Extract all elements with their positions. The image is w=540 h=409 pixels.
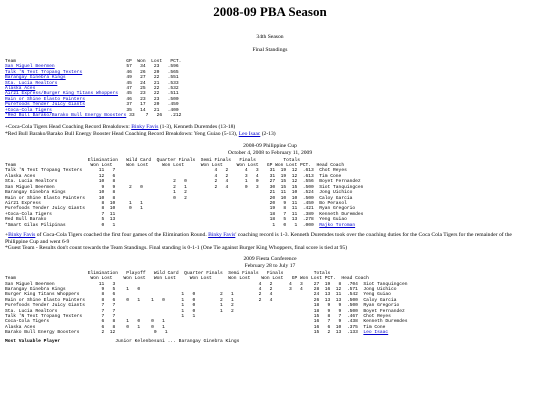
note-red-bull <box>5 131 535 138</box>
coach-link[interactable]: Rajko Toroman <box>319 222 356 228</box>
standings-table <box>0 59 540 118</box>
row-text: Purefoods Tender Juicy Giants 7 7 1 0 1 2 18 9 9 .500 Ryan Gregorio <box>5 303 400 309</box>
fiesta-title: 2009 Fiesta Conference <box>243 255 297 262</box>
row-text: San Miguel Beermen 11 3 4 2 4 3 27 19 8 .704 Siot Tanquingcen <box>5 281 408 287</box>
team-link[interactable]: Air21 Express/Burger King Titans Whoppers <box>5 91 119 97</box>
team-stats: 57 34 23 .596 <box>126 64 179 70</box>
philippine-cup-section <box>0 143 540 228</box>
standings-rows <box>5 64 535 118</box>
coach-link[interactable]: Leo Isaac <box>363 330 389 336</box>
team-link[interactable]: Talk 'N Text Tropang Texters <box>5 69 83 75</box>
team-link[interactable]: Alaska Aces <box>5 86 36 92</box>
binky-favis-link[interactable]: Binky Favis <box>131 124 159 131</box>
mvp-label: Most Valuable Player <box>5 338 61 344</box>
team-stats: 46 23 23 .500 <box>126 96 179 102</box>
team-link[interactable]: San Miguel Beermen <box>5 64 55 70</box>
team-stats: 49 27 22 .551 <box>126 75 179 81</box>
row-text: Rain or Shine Elasto Painters 10 8 0 2 20 10 10 .500 Caloy Garcia <box>5 195 353 201</box>
row-padding <box>66 75 127 80</box>
team-stats: 35 14 21 .400 <box>126 107 179 113</box>
row-padding <box>57 81 126 86</box>
row-text: Talk 'N Text Tropang Texters 7 7 1 1 15 8 7 .467 Chot Reyes <box>5 313 391 319</box>
team-link[interactable]: Purefoods Tender Juicy Giants <box>5 102 85 108</box>
note-favis <box>5 232 535 245</box>
note-text: ' coaching record is 1-3. Kenneth Duremdes took over the coaching duties for the Coca Cola Tigers for the remainder of the Philippine Cup and went 6-9 <box>5 231 512 245</box>
team-stats: 37 17 20 .459 <box>126 102 179 108</box>
note-text: (1-3), Kenneth Duremdes (13-18) <box>158 124 236 131</box>
row-text: Burger King Titans Whoppers 8 6 1 0 2 1 2 4 24 13 11 .542 Yeng Guiao <box>5 292 391 298</box>
row-text: San Miguel Beermen 9 9 2 0 2 1 2 4 0 3 30 15 15 .500 Siot Tanquingcen <box>5 184 364 190</box>
row-text: Barako Bull Energy Boosters 2 12 0 1 15 2 13 .133 <box>5 330 364 336</box>
awards-footer <box>0 339 540 344</box>
row-text: Red Bull Barako 5 13 18 5 13 .278 Yeng Guiao <box>5 217 347 223</box>
philippine-cup-subheader: Team Won Lost Won Lost Won Lost Won Lost Won Lost GP Won Lost PCT. Head Coach <box>5 163 345 169</box>
row-text: Coca-Cola Tigers 6 8 1 0 0 1 16 7 9 .438 Kenneth Duremdes <box>5 319 408 325</box>
page-title: 2008-09 PBA Season <box>213 4 327 19</box>
row-text: Barangay Ginebra Kings 10 8 1 2 21 11 10 .524 Jong Uichico <box>5 190 353 196</box>
team-stats: 45 23 22 .511 <box>126 91 179 97</box>
note-text: *Red Bull Barako/Barako Bull Energy Booster Head Coaching Record Breakdown: Yeng Guiao (5-13), <box>5 131 239 138</box>
row-text: Barangay Ginebra Kings 9 5 1 0 4 2 3 4 28 16 12 .571 Jong Uichico <box>5 286 397 292</box>
standings-header: Team GP Won Lost PCT. <box>5 59 182 64</box>
page <box>0 4 540 344</box>
row-text: *Smart Gilas Pilipinas 0 1 1 0 1 .000 <box>5 222 320 228</box>
row-text: +Coca-Cola Tigers 7 11 18 7 11 .389 Kenneth Duremdes <box>5 211 364 217</box>
fiesta-subheader: Team Won Lost Won Lost Won Lost Won Lost Won Lost Won Lost GP Won Lost PCT. Head Coach <box>5 276 369 282</box>
row-text: Air21 Express 8 10 1 1 20 9 11 .450 Bo Perasol <box>5 200 347 206</box>
row-padding <box>85 102 126 107</box>
awards-line <box>5 339 535 344</box>
fiesta-conference-section <box>0 256 540 336</box>
fiesta-header: Elimination Playoff Wild Card Quarter Finals Semi Finals Finals Totals <box>5 270 331 276</box>
row-text: Alaska Aces 12 6 4 2 3 4 31 19 12 .613 Tim Cone <box>5 173 342 179</box>
standings-title: Final Standings <box>252 47 288 53</box>
fiesta-dates: February 28 to July 17 <box>244 262 296 269</box>
team-link[interactable]: +Coca-Cola Tigers <box>5 107 52 113</box>
team-stats: 47 25 22 .532 <box>126 86 179 92</box>
coaching-notes <box>0 124 540 137</box>
note-guest-team: *Guest Team - Results don't count towards the Team Standings. Final standing is 0-1-1 (One Tie against Burger King Whoppers, final score is tied at 95) <box>5 245 348 252</box>
team-link[interactable]: *Red Bull Barako/Barako Bull Energy Boosters <box>5 113 127 119</box>
philippine-cup-header: Elimination Wild Card Quarter Finals Semi Finals Finals Totals <box>5 157 300 163</box>
binky-favis-link[interactable]: Binky Favis <box>8 231 36 238</box>
team-link[interactable]: Sta. Lucia Realtors <box>5 80 58 86</box>
team-stats: 33 7 26 .212 <box>129 113 182 119</box>
table-row <box>5 330 535 335</box>
philippine-cup-dates: October 4, 2008 to February 11, 2009 <box>227 149 313 156</box>
binky-favis-link[interactable]: Binky Favis <box>208 231 236 238</box>
row-text: Alaska Aces 6 8 0 1 0 1 16 6 10 .375 Tim Cone <box>5 324 386 330</box>
philippine-cup-rows <box>5 168 535 227</box>
row-text: Sta. Lucia Realtors 7 7 1 0 1 2 18 9 9 .500 Boyet Fernandez <box>5 308 405 314</box>
row-padding <box>52 108 126 113</box>
note-text: +Coca-Cola Tigers Head Coaching Record Breakdown: <box>5 124 132 131</box>
mvp-value: Junior Kelenbesuni ... Barangay Ginebra Kings <box>115 338 240 344</box>
note-text: (2-13) <box>260 131 276 138</box>
team-stats: 46 26 20 .565 <box>126 69 179 75</box>
team-link[interactable]: Barangay Ginebra Kings <box>5 75 66 81</box>
fiesta-rows <box>5 282 535 336</box>
row-text: Rain or Shine Elasto Painters 8 6 0 1 1 0 1 0 2 1 2 4 26 13 13 .500 Caloy Garcia <box>5 297 397 303</box>
season-label: 34th Season <box>256 34 284 40</box>
note-text: + <box>5 231 9 238</box>
row-text: Talk 'N Text Tropang Texters 11 7 4 2 4 3 31 19 12 .613 Chot Reyes <box>5 168 347 174</box>
table-row <box>5 223 535 228</box>
note-text: of Coca-Cola Tigers coached the first four games of the Elimination Round. <box>35 231 209 238</box>
row-text: Purefoods Tender Juicy Giants 8 10 0 1 19 8 11 .421 Ryan Gregorio <box>5 206 356 212</box>
team-stats: 45 24 21 .533 <box>126 80 179 86</box>
philippine-cup-notes <box>0 232 540 252</box>
row-text: Sta. Lucia Realtors 10 8 2 0 2 4 1 0 27 15 12 .556 Boyet Fernandez <box>5 179 361 185</box>
table-row <box>5 113 535 118</box>
row-padding <box>55 64 127 69</box>
team-link[interactable]: Rain or Shine Elasto Painters <box>5 96 85 102</box>
philippine-cup-title: 2008-09 Philippine Cup <box>243 142 297 149</box>
leo-isaac-link[interactable]: Leo Isaac <box>238 131 261 138</box>
